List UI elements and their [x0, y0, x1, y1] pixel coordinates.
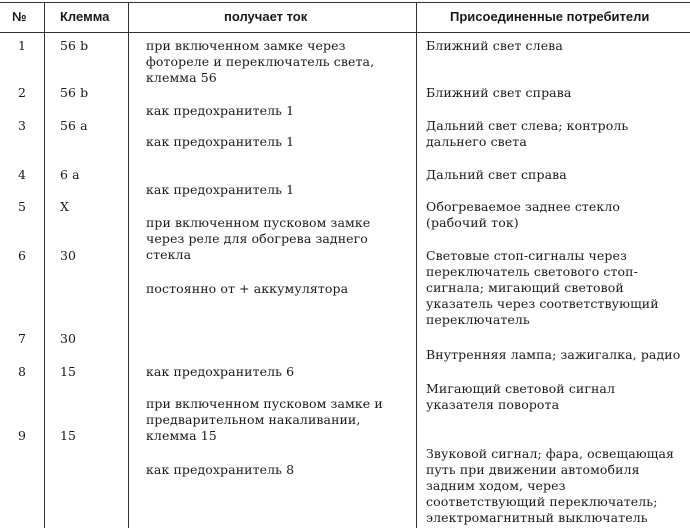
col-divider-1	[44, 2, 45, 528]
current-source-cell: как предохранитель 1	[146, 134, 295, 149]
current-source-cell: при включенном пусковом замке и предварительном накаливании, клемма 15	[146, 396, 383, 443]
current-source-cell: как предохранитель 1	[146, 103, 295, 118]
terminal-cell: 56 b	[60, 85, 89, 100]
current-source-cell: как предохранитель 8	[146, 462, 295, 477]
table-top-border	[0, 2, 690, 3]
row-number: 2	[18, 85, 27, 100]
row-number: 8	[18, 364, 27, 379]
terminal-cell: 56 a	[60, 118, 88, 133]
row-number: 1	[18, 38, 27, 53]
terminal-cell: 30	[60, 248, 77, 263]
table-header-border	[0, 32, 690, 33]
current-source-cell: при включенном пусковом замке через реле для обогрева заднего стекла	[146, 215, 371, 262]
current-source-cell: как предохранитель 6	[146, 364, 295, 379]
row-number: 6	[18, 248, 27, 263]
row-number: 3	[18, 118, 27, 133]
terminal-cell: 15	[60, 428, 77, 443]
header-current: получает ток	[224, 9, 308, 24]
consumer-cell: Мигающий световой сигнал указателя поворота	[426, 381, 616, 412]
consumer-cell: Внутренняя лампа; зажигалка, радио	[426, 347, 681, 362]
current-source-cell: постоянно от + аккумулятора	[146, 281, 349, 296]
terminal-cell: 15	[60, 364, 77, 379]
terminal-cell: 30	[60, 331, 77, 346]
consumer-cell: Звуковой сигнал; фара, освещающая путь при движении автомобиля задним ходом, через соответствующий переключатель; электромагнитный выключатель	[426, 446, 674, 525]
consumer-cell: Дальний свет слева; контроль дальнего света	[426, 118, 629, 149]
current-source-cell: при включенном замке через фотореле и переключатель света, клемма 56	[146, 38, 375, 85]
terminal-cell: 56 b	[60, 38, 89, 53]
consumer-cell: Ближний свет слева	[426, 38, 563, 53]
row-number: 7	[18, 331, 27, 346]
consumer-cell: Световые стоп-сигналы через переключатель светового стоп- сигнала; мигающий световой указатель через соответствующий переключатель	[426, 248, 659, 327]
terminal-cell: 6 a	[60, 167, 80, 182]
current-source-cell: как предохранитель 1	[146, 182, 295, 197]
col-divider-2	[128, 2, 129, 528]
header-klemma: Клемма	[60, 9, 110, 24]
consumer-cell: Обогреваемое заднее стекло (рабочий ток)	[426, 199, 621, 230]
header-consumers: Присоединенные потребители	[450, 9, 650, 24]
col-divider-3	[416, 2, 417, 528]
row-number: 9	[18, 428, 27, 443]
row-number: 4	[18, 167, 27, 182]
consumer-cell: Ближний свет справа	[426, 85, 572, 100]
header-num: №	[12, 9, 27, 24]
row-number: 5	[18, 199, 27, 214]
terminal-cell: X	[60, 199, 69, 214]
consumer-cell: Дальний свет справа	[426, 167, 567, 182]
